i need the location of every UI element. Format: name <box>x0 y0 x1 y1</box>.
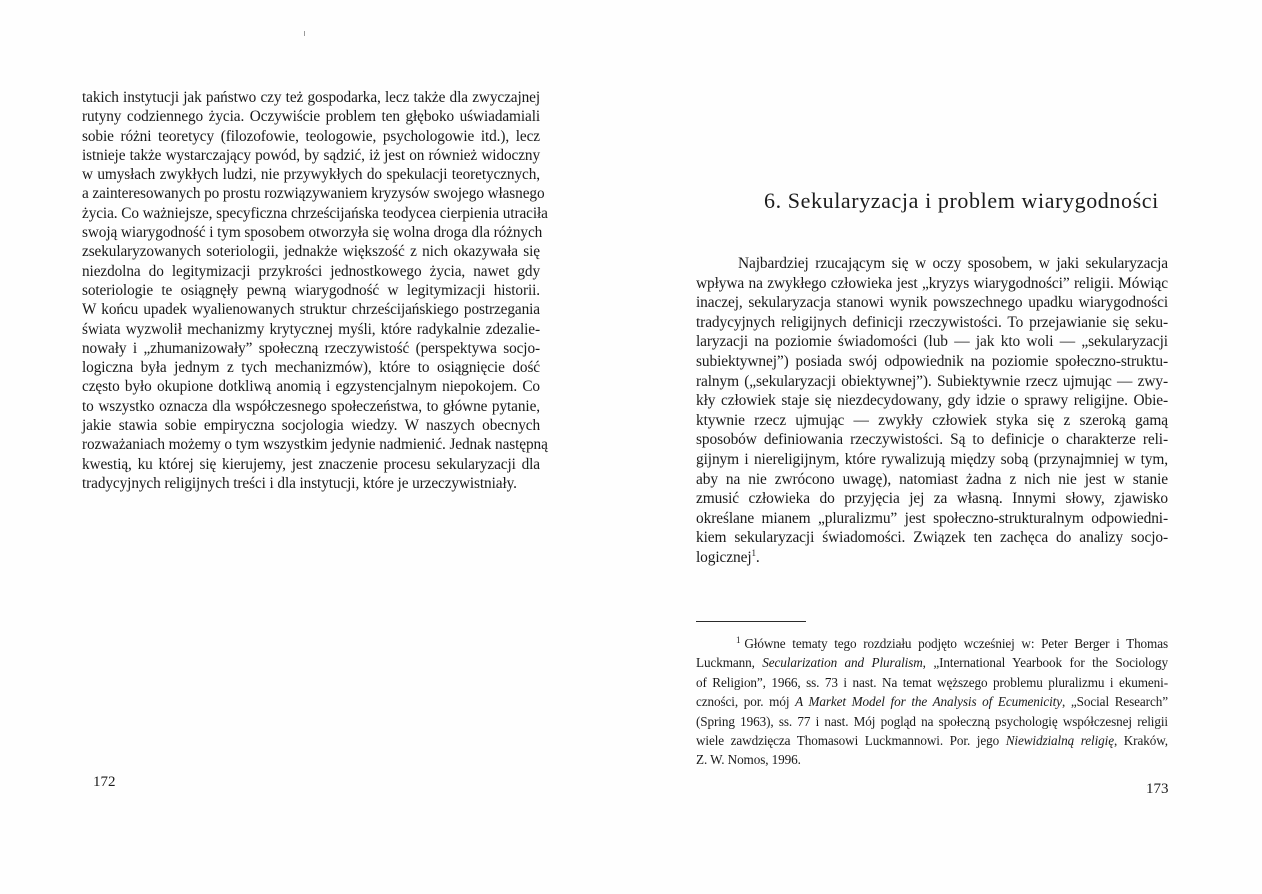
body-line: laryzacji na poziomie świadomości (lub — jak kto woli — „sekularyzacji <box>696 333 1168 351</box>
body-line: gijnym i niereligijnym, które rywalizują między sobą (przynajmniej w tym, <box>696 450 1168 468</box>
footnote-text: , „International Yearbook for the Sociology <box>922 655 1168 671</box>
body-line: ralnym („sekularyzacji obiektywnej”). Subiektywnie rzecz ujmując — zwy- <box>696 372 1168 390</box>
body-line: świata wyzwolił mechanizmy krytycznej myśli, które radykalnie zdezalie- <box>82 320 540 338</box>
right-page-body <box>696 254 1168 568</box>
body-line: to wszystko oznacza dla współczesnego społeczeństwa, to główne pytanie, <box>82 397 540 415</box>
footnote-line <box>696 653 1168 672</box>
body-line: nowały i „zhumanizowały” społeczną rzeczywistość (perspektywa socjo- <box>82 339 540 357</box>
body-text: logicznej <box>696 548 752 566</box>
footnote-line: Z. W. Nomos, 1996. <box>696 752 801 768</box>
footnote-text: , „Social Research” <box>1062 694 1168 710</box>
footnote-text: , Kraków, <box>1113 732 1168 748</box>
body-line: tradycyjnych religijnych definicji rzeczywistości. To przejawianie się seku- <box>696 313 1168 331</box>
body-line: aby na nie zwrócono uwagę), natomiast żadna z nich nie jest w stanie <box>696 470 1168 488</box>
footnote-title-italic: A Market Model for the Analysis of Ecumenicity <box>795 694 1062 710</box>
body-line: takich instytucji jak państwo czy też gospodarka, lecz także dla zwyczajnej <box>82 89 540 106</box>
footnote-line <box>696 634 1168 653</box>
body-line: tradycyjnych religijnych treści i dla instytucji, które je urzeczywistniały. <box>82 474 517 492</box>
footnote-text: czności, por. mój <box>696 694 796 710</box>
body-line: logiczna była jednym z tych mechanizmów), które to osiągnięcie dość <box>82 359 540 377</box>
body-line: soteriologie te osiągnęły pewną wiarygodność w legitymizacji historii. <box>82 281 540 299</box>
body-line: inaczej, sekularyzacja stanowi wynik powszechnego upadku wiarygodności <box>696 294 1168 312</box>
body-line: życia. Co ważniejsze, specyficzna chrześcijańska teodycea cierpienia utraciła <box>82 204 548 222</box>
left-page-body <box>82 88 548 493</box>
body-line: jakie stawia sobie empiryczna socjologia wiedzy. W naszych obecnych <box>82 417 540 435</box>
footnote-line: of Religion”, 1966, ss. 73 i nast. Na temat węższego problemu pluralizmu i ekumeni- <box>696 674 1168 690</box>
footnote-text: Luckmann, <box>696 655 763 671</box>
body-line: istnieje także wystarczający powód, by sądzić, iż jest on również widoczny <box>82 146 540 164</box>
footnote-block <box>696 634 1168 770</box>
footnote-line: (Spring 1963), ss. 77 i nast. Mój pogląd na społeczną psychologię współczesnej religii <box>696 713 1168 729</box>
footnote-line <box>696 692 1168 711</box>
body-line: kiem sekularyzacji świadomości. Związek ten zachęca do analizy socjo- <box>696 529 1168 547</box>
body-line: rozważaniach możemy o tym wszystkim jedynie nadmienić. Jednak następną <box>82 436 548 454</box>
footnote-line <box>696 731 1168 750</box>
footnote-text: Główne tematy tego rozdziału podjęto wcześniej w: Peter Berger i Thomas <box>744 636 1168 651</box>
body-line: zmusić człowieka do przyjęcia jej za własną. Innymi słowy, zjawisko <box>696 490 1168 508</box>
page-number: 172 <box>93 774 116 790</box>
footnote-separator <box>696 621 806 622</box>
body-line: wpływa na zwykłego człowieka jest „kryzys wiarygodności” religii. Mówiąc <box>696 274 1168 292</box>
footnote-title-italic: Secularization and Pluralism <box>762 655 923 671</box>
footnote-marker: 1 <box>736 634 741 645</box>
chapter-title: 6. Sekularyzacja i problem wiarygodności <box>764 188 1159 213</box>
body-line: sposobów definiowania rzeczywistości. Są to definicje o charakterze reli- <box>696 431 1168 449</box>
body-line: swoją wiarygodność i tym sposobem otworzyła się wolna droga dla różnych <box>82 224 543 242</box>
page-number: 173 <box>1146 781 1169 797</box>
body-line: zsekularyzowanych soteriologii, jednakże większość z nich okazywała się <box>82 243 540 261</box>
body-line: często było okupione dotkliwą anomią i egzystencjalnym niepokojem. Co <box>82 378 540 396</box>
body-line: określane mianem „pluralizmu” jest społeczno-strukturalnym odpowiedni- <box>696 509 1168 527</box>
body-line: W końcu upadek wyalienowanych struktur chrześcijańskiego postrzegania <box>82 301 540 319</box>
body-line: kwestią, ku której się kierujemy, jest znaczenie procesu sekularyzacji dla <box>82 455 540 473</box>
body-line: sobie różni teoretycy (filozofowie, teologowie, psychologowie itd.), lecz <box>82 127 540 145</box>
body-punctuation: . <box>755 548 760 566</box>
scan-artifact <box>304 31 305 36</box>
body-line: ktywnie rzecz ujmując — zwykły człowiek styka się z szeroką gamą <box>696 411 1168 429</box>
footnote-text: wiele zawdzięcza Thomasowi Luckmannowi. Por. jego <box>696 732 1006 748</box>
body-line: rutyny codziennego życia. Oczywiście problem ten głęboko uświadamiali <box>82 108 540 126</box>
footnote-reference[interactable]: 1 <box>751 547 756 558</box>
body-line: subiektywnej”) posiada swój odpowiednik na poziomie społeczno-struktu- <box>696 352 1168 370</box>
body-line-final <box>696 548 1168 568</box>
body-line: a zainteresowanych po prostu rozwiązywaniem kryzysów swojego własnego <box>82 185 545 203</box>
body-line: w umysłach zwykłych ludzi, nie przywykłych do spekulacji teoretycznych, <box>82 166 540 184</box>
body-line: Najbardziej rzucającym się w oczy sposobem, w jaki sekularyzacja <box>738 255 1168 272</box>
body-line: niezdolna do legitymizacji przykrości jednostkowego życia, nawet gdy <box>82 262 540 280</box>
footnote-title-italic: Niewidzialną religię <box>1005 732 1114 748</box>
body-line: kły człowiek staje się niezdecydowany, gdy idzie o sprawy religijne. Obie- <box>696 392 1168 410</box>
